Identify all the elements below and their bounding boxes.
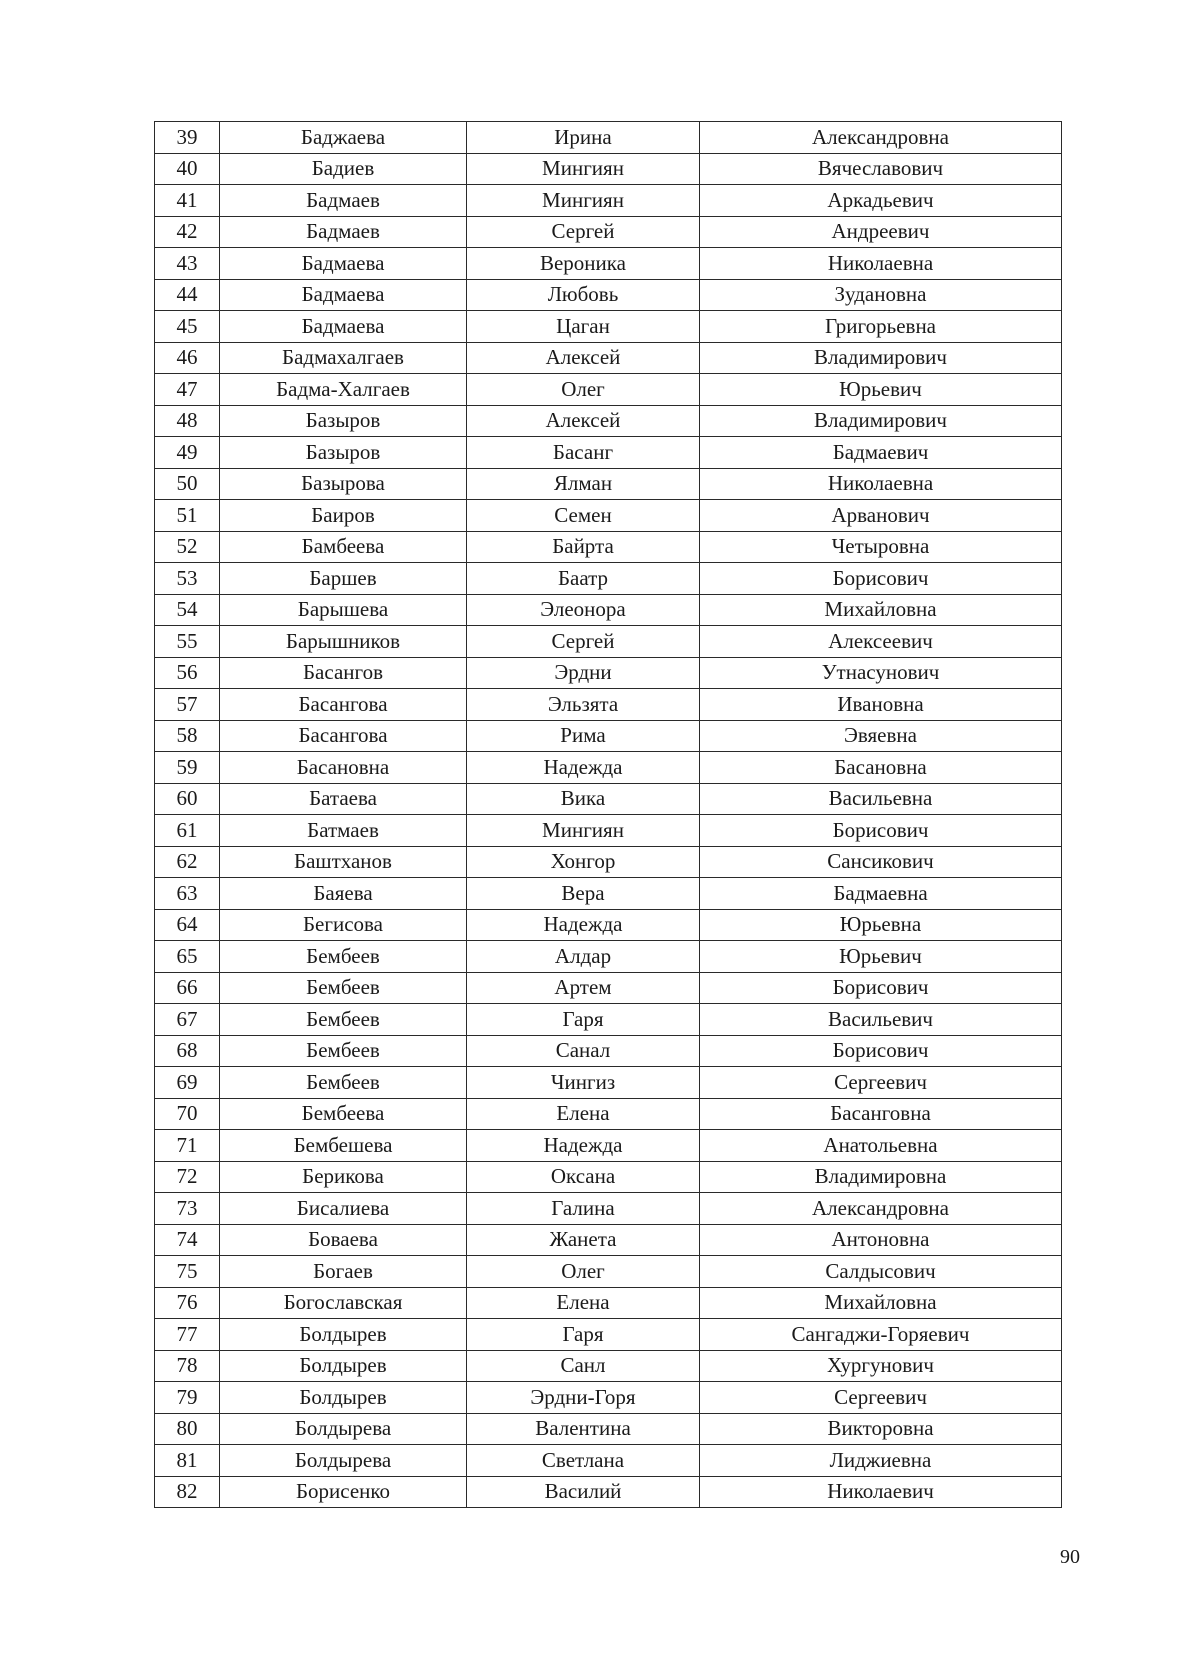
last-name-cell: Баштханов xyxy=(220,846,467,878)
last-name-cell: Басангова xyxy=(220,720,467,752)
table-row xyxy=(155,909,1062,941)
first-name-cell: Мингиян xyxy=(467,185,700,217)
patronymic-cell: Арванович xyxy=(700,500,1062,532)
row-number-cell: 43 xyxy=(155,248,220,280)
patronymic-cell: Васильевна xyxy=(700,783,1062,815)
row-number-cell: 48 xyxy=(155,405,220,437)
table-row xyxy=(155,1067,1062,1099)
row-number-cell: 55 xyxy=(155,626,220,658)
last-name-cell: Болдырева xyxy=(220,1445,467,1477)
patronymic-cell: Борисович xyxy=(700,563,1062,595)
first-name-cell: Олег xyxy=(467,374,700,406)
first-name-cell: Светлана xyxy=(467,1445,700,1477)
table-row xyxy=(155,1130,1062,1162)
first-name-cell: Сергей xyxy=(467,626,700,658)
table-row xyxy=(155,815,1062,847)
row-number-cell: 80 xyxy=(155,1413,220,1445)
table-row xyxy=(155,1098,1062,1130)
patronymic-cell: Утнасунович xyxy=(700,657,1062,689)
first-name-cell: Эльзята xyxy=(467,689,700,721)
table-row xyxy=(155,1413,1062,1445)
patronymic-cell: Владимирович xyxy=(700,405,1062,437)
last-name-cell: Бадмаева xyxy=(220,248,467,280)
table-row xyxy=(155,153,1062,185)
first-name-cell: Елена xyxy=(467,1287,700,1319)
patronymic-cell: Анатольевна xyxy=(700,1130,1062,1162)
table-row xyxy=(155,216,1062,248)
patronymic-cell: Юрьевич xyxy=(700,374,1062,406)
first-name-cell: Санл xyxy=(467,1350,700,1382)
first-name-cell: Санал xyxy=(467,1035,700,1067)
row-number-cell: 72 xyxy=(155,1161,220,1193)
table-row xyxy=(155,657,1062,689)
row-number-cell: 56 xyxy=(155,657,220,689)
table-row xyxy=(155,783,1062,815)
patronymic-cell: Михайловна xyxy=(700,594,1062,626)
table-row xyxy=(155,1350,1062,1382)
last-name-cell: Бембешева xyxy=(220,1130,467,1162)
row-number-cell: 42 xyxy=(155,216,220,248)
last-name-cell: Базыров xyxy=(220,437,467,469)
table-row xyxy=(155,563,1062,595)
first-name-cell: Жанета xyxy=(467,1224,700,1256)
table-row xyxy=(155,1287,1062,1319)
first-name-cell: Надежда xyxy=(467,1130,700,1162)
patronymic-cell: Ивановна xyxy=(700,689,1062,721)
first-name-cell: Галина xyxy=(467,1193,700,1225)
table-row xyxy=(155,500,1062,532)
first-name-cell: Элеонора xyxy=(467,594,700,626)
table-row xyxy=(155,185,1062,217)
first-name-cell: Эрдни-Горя xyxy=(467,1382,700,1414)
row-number-cell: 76 xyxy=(155,1287,220,1319)
row-number-cell: 67 xyxy=(155,1004,220,1036)
first-name-cell: Ирина xyxy=(467,122,700,154)
table-row xyxy=(155,1445,1062,1477)
row-number-cell: 61 xyxy=(155,815,220,847)
table-row xyxy=(155,626,1062,658)
first-name-cell: Алексей xyxy=(467,405,700,437)
patronymic-cell: Борисович xyxy=(700,815,1062,847)
table-row xyxy=(155,248,1062,280)
row-number-cell: 62 xyxy=(155,846,220,878)
patronymic-cell: Михайловна xyxy=(700,1287,1062,1319)
last-name-cell: Бисалиева xyxy=(220,1193,467,1225)
last-name-cell: Базыров xyxy=(220,405,467,437)
first-name-cell: Мингиян xyxy=(467,153,700,185)
last-name-cell: Богославская xyxy=(220,1287,467,1319)
row-number-cell: 53 xyxy=(155,563,220,595)
patronymic-cell: Юрьевна xyxy=(700,909,1062,941)
row-number-cell: 57 xyxy=(155,689,220,721)
last-name-cell: Берикова xyxy=(220,1161,467,1193)
row-number-cell: 60 xyxy=(155,783,220,815)
first-name-cell: Алексей xyxy=(467,342,700,374)
first-name-cell: Артем xyxy=(467,972,700,1004)
last-name-cell: Бегисова xyxy=(220,909,467,941)
patronymic-cell: Васильевич xyxy=(700,1004,1062,1036)
row-number-cell: 66 xyxy=(155,972,220,1004)
patronymic-cell: Лиджиевна xyxy=(700,1445,1062,1477)
first-name-cell: Басанг xyxy=(467,437,700,469)
patronymic-cell: Викторовна xyxy=(700,1413,1062,1445)
table-row xyxy=(155,1224,1062,1256)
row-number-cell: 68 xyxy=(155,1035,220,1067)
last-name-cell: Барышников xyxy=(220,626,467,658)
patronymic-cell: Александровна xyxy=(700,1193,1062,1225)
table-row xyxy=(155,531,1062,563)
patronymic-cell: Николаевич xyxy=(700,1476,1062,1508)
last-name-cell: Бадмаева xyxy=(220,311,467,343)
patronymic-cell: Вячеславович xyxy=(700,153,1062,185)
table-row xyxy=(155,279,1062,311)
last-name-cell: Бамбеева xyxy=(220,531,467,563)
first-name-cell: Надежда xyxy=(467,909,700,941)
last-name-cell: Бадмаева xyxy=(220,279,467,311)
patronymic-cell: Бадмаевна xyxy=(700,878,1062,910)
names-table-body xyxy=(155,122,1062,1508)
patronymic-cell: Антоновна xyxy=(700,1224,1062,1256)
last-name-cell: Бембеев xyxy=(220,1035,467,1067)
last-name-cell: Баршев xyxy=(220,563,467,595)
row-number-cell: 50 xyxy=(155,468,220,500)
first-name-cell: Гаря xyxy=(467,1004,700,1036)
first-name-cell: Вера xyxy=(467,878,700,910)
last-name-cell: Бадмахалгаев xyxy=(220,342,467,374)
last-name-cell: Бадма-Халгаев xyxy=(220,374,467,406)
row-number-cell: 75 xyxy=(155,1256,220,1288)
table-row xyxy=(155,1256,1062,1288)
row-number-cell: 58 xyxy=(155,720,220,752)
first-name-cell: Любовь xyxy=(467,279,700,311)
last-name-cell: Басановна xyxy=(220,752,467,784)
first-name-cell: Ялман xyxy=(467,468,700,500)
patronymic-cell: Владимирович xyxy=(700,342,1062,374)
first-name-cell: Валентина xyxy=(467,1413,700,1445)
first-name-cell: Чингиз xyxy=(467,1067,700,1099)
last-name-cell: Батаева xyxy=(220,783,467,815)
patronymic-cell: Сангаджи-Горяевич xyxy=(700,1319,1062,1351)
row-number-cell: 54 xyxy=(155,594,220,626)
last-name-cell: Бадиев xyxy=(220,153,467,185)
patronymic-cell: Александровна xyxy=(700,122,1062,154)
row-number-cell: 78 xyxy=(155,1350,220,1382)
first-name-cell: Гаря xyxy=(467,1319,700,1351)
table-row xyxy=(155,437,1062,469)
patronymic-cell: Юрьевич xyxy=(700,941,1062,973)
first-name-cell: Хонгор xyxy=(467,846,700,878)
first-name-cell: Вероника xyxy=(467,248,700,280)
row-number-cell: 71 xyxy=(155,1130,220,1162)
first-name-cell: Баатр xyxy=(467,563,700,595)
table-row xyxy=(155,1004,1062,1036)
row-number-cell: 74 xyxy=(155,1224,220,1256)
table-row xyxy=(155,594,1062,626)
last-name-cell: Бадмаев xyxy=(220,185,467,217)
table-row xyxy=(155,1161,1062,1193)
row-number-cell: 69 xyxy=(155,1067,220,1099)
page-number: 90 xyxy=(1060,1546,1080,1568)
patronymic-cell: Эвяевна xyxy=(700,720,1062,752)
patronymic-cell: Бадмаевич xyxy=(700,437,1062,469)
table-row xyxy=(155,1382,1062,1414)
first-name-cell: Алдар xyxy=(467,941,700,973)
table-row xyxy=(155,468,1062,500)
table-row xyxy=(155,405,1062,437)
last-name-cell: Болдырев xyxy=(220,1350,467,1382)
row-number-cell: 70 xyxy=(155,1098,220,1130)
patronymic-cell: Григорьевна xyxy=(700,311,1062,343)
first-name-cell: Олег xyxy=(467,1256,700,1288)
row-number-cell: 45 xyxy=(155,311,220,343)
patronymic-cell: Николаевна xyxy=(700,248,1062,280)
patronymic-cell: Борисович xyxy=(700,1035,1062,1067)
patronymic-cell: Андреевич xyxy=(700,216,1062,248)
table-row xyxy=(155,122,1062,154)
last-name-cell: Басангова xyxy=(220,689,467,721)
last-name-cell: Батмаев xyxy=(220,815,467,847)
patronymic-cell: Басановна xyxy=(700,752,1062,784)
last-name-cell: Болдырев xyxy=(220,1382,467,1414)
table-row xyxy=(155,752,1062,784)
patronymic-cell: Аркадьевич xyxy=(700,185,1062,217)
first-name-cell: Мингиян xyxy=(467,815,700,847)
patronymic-cell: Сергеевич xyxy=(700,1067,1062,1099)
patronymic-cell: Борисович xyxy=(700,972,1062,1004)
last-name-cell: Баджаева xyxy=(220,122,467,154)
first-name-cell: Надежда xyxy=(467,752,700,784)
table-row xyxy=(155,846,1062,878)
row-number-cell: 63 xyxy=(155,878,220,910)
patronymic-cell: Басанговна xyxy=(700,1098,1062,1130)
patronymic-cell: Сергеевич xyxy=(700,1382,1062,1414)
last-name-cell: Барышева xyxy=(220,594,467,626)
last-name-cell: Баяева xyxy=(220,878,467,910)
row-number-cell: 47 xyxy=(155,374,220,406)
first-name-cell: Рима xyxy=(467,720,700,752)
row-number-cell: 44 xyxy=(155,279,220,311)
last-name-cell: Бембеева xyxy=(220,1098,467,1130)
row-number-cell: 40 xyxy=(155,153,220,185)
last-name-cell: Боваева xyxy=(220,1224,467,1256)
table-row xyxy=(155,1476,1062,1508)
patronymic-cell: Четыровна xyxy=(700,531,1062,563)
last-name-cell: Бембеев xyxy=(220,972,467,1004)
last-name-cell: Болдырев xyxy=(220,1319,467,1351)
row-number-cell: 59 xyxy=(155,752,220,784)
table-row xyxy=(155,311,1062,343)
first-name-cell: Вика xyxy=(467,783,700,815)
names-table xyxy=(154,121,1062,1508)
first-name-cell: Елена xyxy=(467,1098,700,1130)
table-row xyxy=(155,720,1062,752)
table-row xyxy=(155,941,1062,973)
first-name-cell: Оксана xyxy=(467,1161,700,1193)
row-number-cell: 73 xyxy=(155,1193,220,1225)
patronymic-cell: Зудановна xyxy=(700,279,1062,311)
row-number-cell: 79 xyxy=(155,1382,220,1414)
last-name-cell: Богаев xyxy=(220,1256,467,1288)
first-name-cell: Василий xyxy=(467,1476,700,1508)
patronymic-cell: Хургунович xyxy=(700,1350,1062,1382)
last-name-cell: Басангов xyxy=(220,657,467,689)
last-name-cell: Болдырева xyxy=(220,1413,467,1445)
last-name-cell: Бембеев xyxy=(220,1004,467,1036)
row-number-cell: 46 xyxy=(155,342,220,374)
last-name-cell: Баиров xyxy=(220,500,467,532)
row-number-cell: 49 xyxy=(155,437,220,469)
table-row xyxy=(155,689,1062,721)
first-name-cell: Байрта xyxy=(467,531,700,563)
last-name-cell: Базырова xyxy=(220,468,467,500)
row-number-cell: 77 xyxy=(155,1319,220,1351)
table-row xyxy=(155,374,1062,406)
table-row xyxy=(155,972,1062,1004)
patronymic-cell: Владимировна xyxy=(700,1161,1062,1193)
patronymic-cell: Николаевна xyxy=(700,468,1062,500)
table-row xyxy=(155,342,1062,374)
table-row xyxy=(155,1193,1062,1225)
row-number-cell: 39 xyxy=(155,122,220,154)
table-row xyxy=(155,1319,1062,1351)
last-name-cell: Бембеев xyxy=(220,941,467,973)
row-number-cell: 52 xyxy=(155,531,220,563)
last-name-cell: Борисенко xyxy=(220,1476,467,1508)
patronymic-cell: Алексеевич xyxy=(700,626,1062,658)
last-name-cell: Бадмаев xyxy=(220,216,467,248)
patronymic-cell: Сансикович xyxy=(700,846,1062,878)
first-name-cell: Сергей xyxy=(467,216,700,248)
row-number-cell: 51 xyxy=(155,500,220,532)
table-row xyxy=(155,878,1062,910)
row-number-cell: 64 xyxy=(155,909,220,941)
row-number-cell: 41 xyxy=(155,185,220,217)
first-name-cell: Семен xyxy=(467,500,700,532)
row-number-cell: 82 xyxy=(155,1476,220,1508)
first-name-cell: Эрдни xyxy=(467,657,700,689)
patronymic-cell: Салдысович xyxy=(700,1256,1062,1288)
last-name-cell: Бембеев xyxy=(220,1067,467,1099)
row-number-cell: 81 xyxy=(155,1445,220,1477)
first-name-cell: Цаган xyxy=(467,311,700,343)
table-row xyxy=(155,1035,1062,1067)
row-number-cell: 65 xyxy=(155,941,220,973)
